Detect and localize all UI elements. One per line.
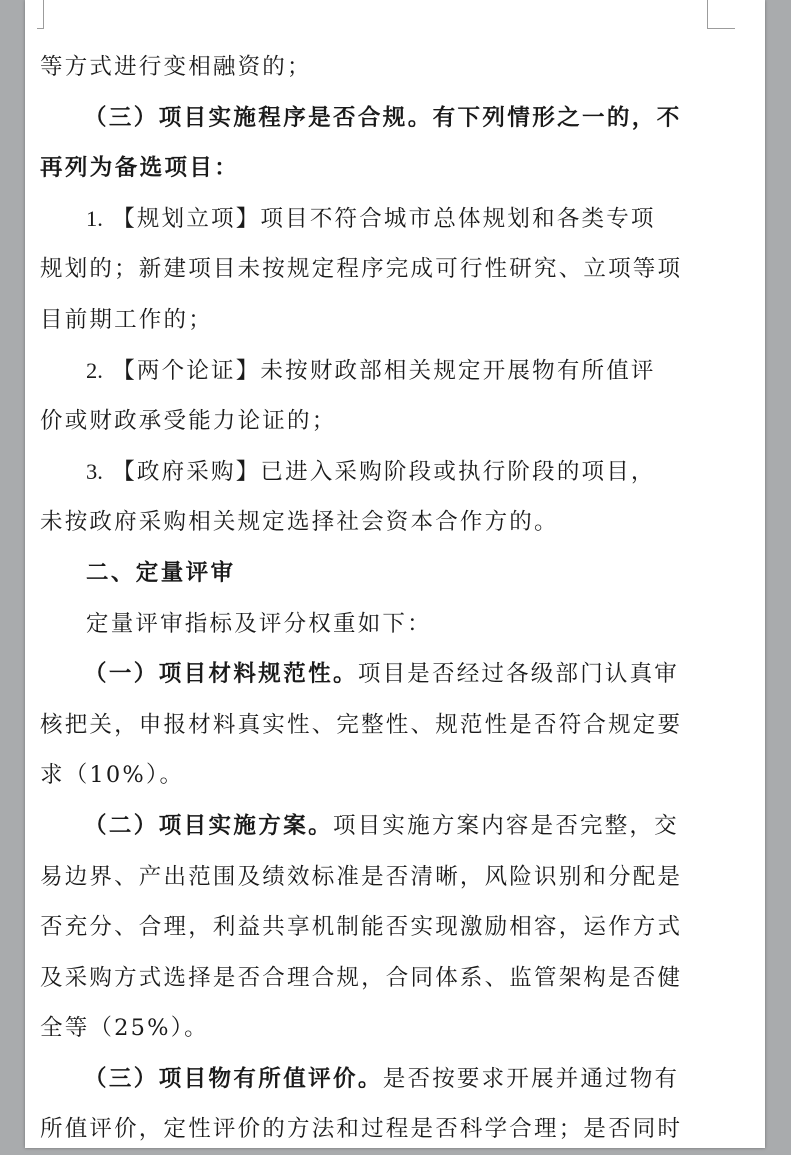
list-number: 1. xyxy=(86,205,103,231)
paragraph-line xyxy=(40,1054,730,1105)
text-line: 规划的；新建项目未按规定程序完成可行性研究、立项等项 xyxy=(40,256,683,283)
list-item-line xyxy=(40,346,730,397)
paragraph-line xyxy=(40,801,730,852)
subheading-line xyxy=(40,143,730,194)
text-line: 求（10%）。 xyxy=(40,762,185,789)
section-heading xyxy=(40,548,730,599)
paragraph-line xyxy=(40,649,730,700)
text-line: 及采购方式选择是否合理合规，合同体系、监管架构是否健 xyxy=(40,964,683,991)
list-item-line xyxy=(40,447,730,498)
paragraph-text: 项目实施方案内容是否完整，交 xyxy=(333,812,679,839)
document-page xyxy=(25,0,765,1148)
text-line: 否充分、合理，利益共享机制能否实现激励相容，运作方式 xyxy=(40,914,683,941)
section-heading-text: 二、定量评审 xyxy=(86,559,236,586)
paragraph-text: 项目是否经过各级部门认真审 xyxy=(357,661,680,688)
paragraph-lead-bold: （三）项目物有所值评价。 xyxy=(84,1065,383,1092)
text-line: 核把关，申报材料真实性、完整性、规范性是否符合规定要 xyxy=(40,711,683,738)
subheading-bold: （三）项目实施程序是否合规。有下列情形之一的，不 xyxy=(84,104,682,131)
list-item-text: 【政府采购】已进入采购阶段或执行阶段的项目， xyxy=(112,458,656,485)
list-number: 3. xyxy=(86,458,103,484)
margin-corner-mark-left xyxy=(37,0,44,29)
subheading-bold: 再列为备选项目： xyxy=(40,155,240,182)
text-line: 未按政府采购相关规定选择社会资本合作方的。 xyxy=(40,509,559,536)
text-line: 等方式进行变相融资的； xyxy=(40,54,312,80)
text-line: 所值评价，定性评价的方法和过程是否科学合理；是否同时 xyxy=(40,1116,683,1143)
text-line: 全等（25%）。 xyxy=(40,1015,209,1042)
paragraph-text: 是否按要求开展并通过物有 xyxy=(382,1065,680,1092)
text-line: 易边界、产出范围及绩效标准是否清晰，风险识别和分配是 xyxy=(40,863,683,890)
text-line: 价或财政承受能力论证的； xyxy=(40,408,337,435)
paragraph-lead-bold: （一）项目材料规范性。 xyxy=(84,661,358,688)
subheading-line xyxy=(40,93,730,144)
text-line: 目前期工作的； xyxy=(40,306,213,333)
list-number: 2. xyxy=(86,357,103,383)
document-body xyxy=(40,42,730,1155)
text-line: 定量评审指标及评分权重如下： xyxy=(86,610,432,637)
margin-corner-mark-right xyxy=(707,0,735,29)
list-item-line xyxy=(40,194,730,245)
list-item-text: 【规划立项】项目不符合城市总体规划和各类专项 xyxy=(112,205,656,232)
list-item-text: 【两个论证】未按财政部相关规定开展物有所值评 xyxy=(112,357,656,384)
paragraph-lead-bold: （二）项目实施方案。 xyxy=(84,812,334,839)
